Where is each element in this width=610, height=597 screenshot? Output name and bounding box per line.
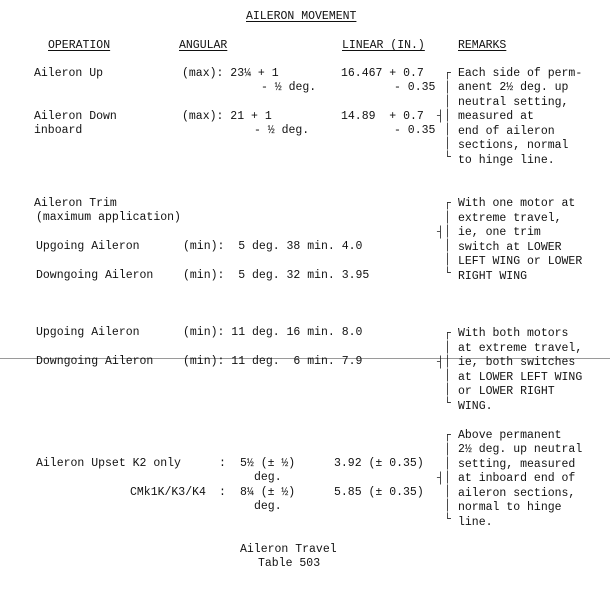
row-upset-k2-linear: 3.92 (± 0.35) <box>334 457 424 470</box>
remarks-4-tick: ┤ <box>437 472 444 485</box>
row-upset-k2-operation: Aileron Upset K2 only <box>36 457 181 470</box>
row-aileron-up-angular-tol: - ½ deg. <box>261 81 317 94</box>
row-upset-cmk-linear: 5.85 (± 0.35) <box>334 486 424 499</box>
remarks-3-line-2: at extreme travel, <box>458 342 583 355</box>
row-upset-cmk-sep: : <box>219 486 226 499</box>
row-trim-upgoing-values: (min): 5 deg. 38 min. 4.0 <box>183 240 363 253</box>
remarks-1-line-4: measured at <box>458 110 534 123</box>
header-linear: LINEAR (IN.) <box>342 39 425 52</box>
remarks-1-bracket: ┌ │ │ │ │ │ └ <box>444 67 451 164</box>
remarks-2-line-5: LEFT WING or LOWER <box>458 255 583 268</box>
remarks-3-bracket: ┌ │ │ │ │ └ <box>444 327 451 410</box>
row-aileron-up-angular: (max): 23¼ + 1 <box>182 67 279 80</box>
remarks-3-line-1: With both motors <box>458 327 569 340</box>
remarks-4-line-5: aileron sections, <box>458 487 576 500</box>
remarks-1-tick: ┤ <box>437 110 444 123</box>
remarks-4-line-3: setting, measured <box>458 458 576 471</box>
row-aileron-trim-operation: Aileron Trim <box>34 197 117 210</box>
row-aileron-down-operation-2: inboard <box>34 124 83 137</box>
remarks-3-line-5: or LOWER RIGHT <box>458 385 555 398</box>
page-title: AILERON MOVEMENT <box>246 10 357 23</box>
row-aileron-down-angular: (max): 21 + 1 <box>182 110 272 123</box>
remarks-2-line-2: extreme travel, <box>458 212 562 225</box>
row-upset-k2-sep: : <box>219 457 226 470</box>
remarks-3-line-4: at LOWER LEFT WING <box>458 371 583 384</box>
header-angular: ANGULAR <box>179 39 228 52</box>
remarks-3-line-6: WING. <box>458 400 493 413</box>
remarks-2-line-4: switch at LOWER <box>458 241 562 254</box>
row-aileron-up-linear: 16.467 + 0.7 <box>341 67 424 80</box>
remarks-3-tick: ┤ <box>437 356 444 369</box>
remarks-2-bracket: ┌ │ │ │ │ └ <box>444 197 451 280</box>
row-both-downgoing-values: (min): 11 deg. 6 min. 7.9 <box>183 355 363 368</box>
remarks-1-line-1: Each side of perm- <box>458 67 583 80</box>
remarks-2-line-3: ie, one trim <box>458 226 541 239</box>
row-upset-k2-angular: 5½ (± ½) <box>240 457 296 470</box>
row-upset-cmk-angular-unit: deg. <box>254 500 282 513</box>
header-remarks: REMARKS <box>458 39 507 52</box>
row-aileron-up-operation: Aileron Up <box>34 67 104 80</box>
remarks-1-line-6: sections, normal <box>458 139 569 152</box>
row-aileron-down-operation: Aileron Down <box>34 110 117 123</box>
row-aileron-up-linear-tol: - 0.35 <box>394 81 436 94</box>
row-aileron-down-linear: 14.89 + 0.7 <box>341 110 424 123</box>
row-aileron-down-linear-tol: - 0.35 <box>394 124 436 137</box>
remarks-4-line-2: 2½ deg. up neutral <box>458 443 583 456</box>
remarks-1-line-2: anent 2½ deg. up <box>458 81 569 94</box>
remarks-4-line-6: normal to hinge <box>458 501 562 514</box>
row-trim-downgoing-operation: Downgoing Aileron <box>36 269 154 282</box>
remarks-2-tick: ┤ <box>437 226 444 239</box>
remarks-4-line-4: at inboard end of <box>458 472 576 485</box>
row-both-upgoing-operation: Upgoing Aileron <box>36 326 140 339</box>
row-upset-cmk-operation: CMk1K/K3/K4 <box>130 486 206 499</box>
remarks-4-line-1: Above permanent <box>458 429 562 442</box>
remarks-1-line-7: to hinge line. <box>458 154 555 167</box>
row-trim-upgoing-operation: Upgoing Aileron <box>36 240 140 253</box>
remarks-4-line-7: line. <box>458 516 493 529</box>
row-aileron-trim-operation-2: (maximum application) <box>36 211 181 224</box>
row-both-upgoing-values: (min): 11 deg. 16 min. 8.0 <box>183 326 363 339</box>
remarks-3-line-3: ie, both switches <box>458 356 576 369</box>
row-upset-cmk-angular: 8¼ (± ½) <box>240 486 296 499</box>
remarks-2-line-6: RIGHT WING <box>458 270 528 283</box>
remarks-4-bracket: ┌ │ │ │ │ │ └ <box>444 429 451 526</box>
row-trim-downgoing-values: (min): 5 deg. 32 min. 3.95 <box>183 269 370 282</box>
caption-table-number: Table 503 <box>258 557 321 570</box>
remarks-1-line-5: end of aileron <box>458 125 555 138</box>
caption-title: Aileron Travel <box>240 543 337 556</box>
row-upset-k2-angular-unit: deg. <box>254 471 282 484</box>
remarks-1-line-3: neutral setting, <box>458 96 569 109</box>
remarks-2-line-1: With one motor at <box>458 197 576 210</box>
row-aileron-down-angular-tol: - ½ deg. <box>254 124 310 137</box>
header-operation: OPERATION <box>48 39 111 52</box>
row-both-downgoing-operation: Downgoing Aileron <box>36 355 154 368</box>
